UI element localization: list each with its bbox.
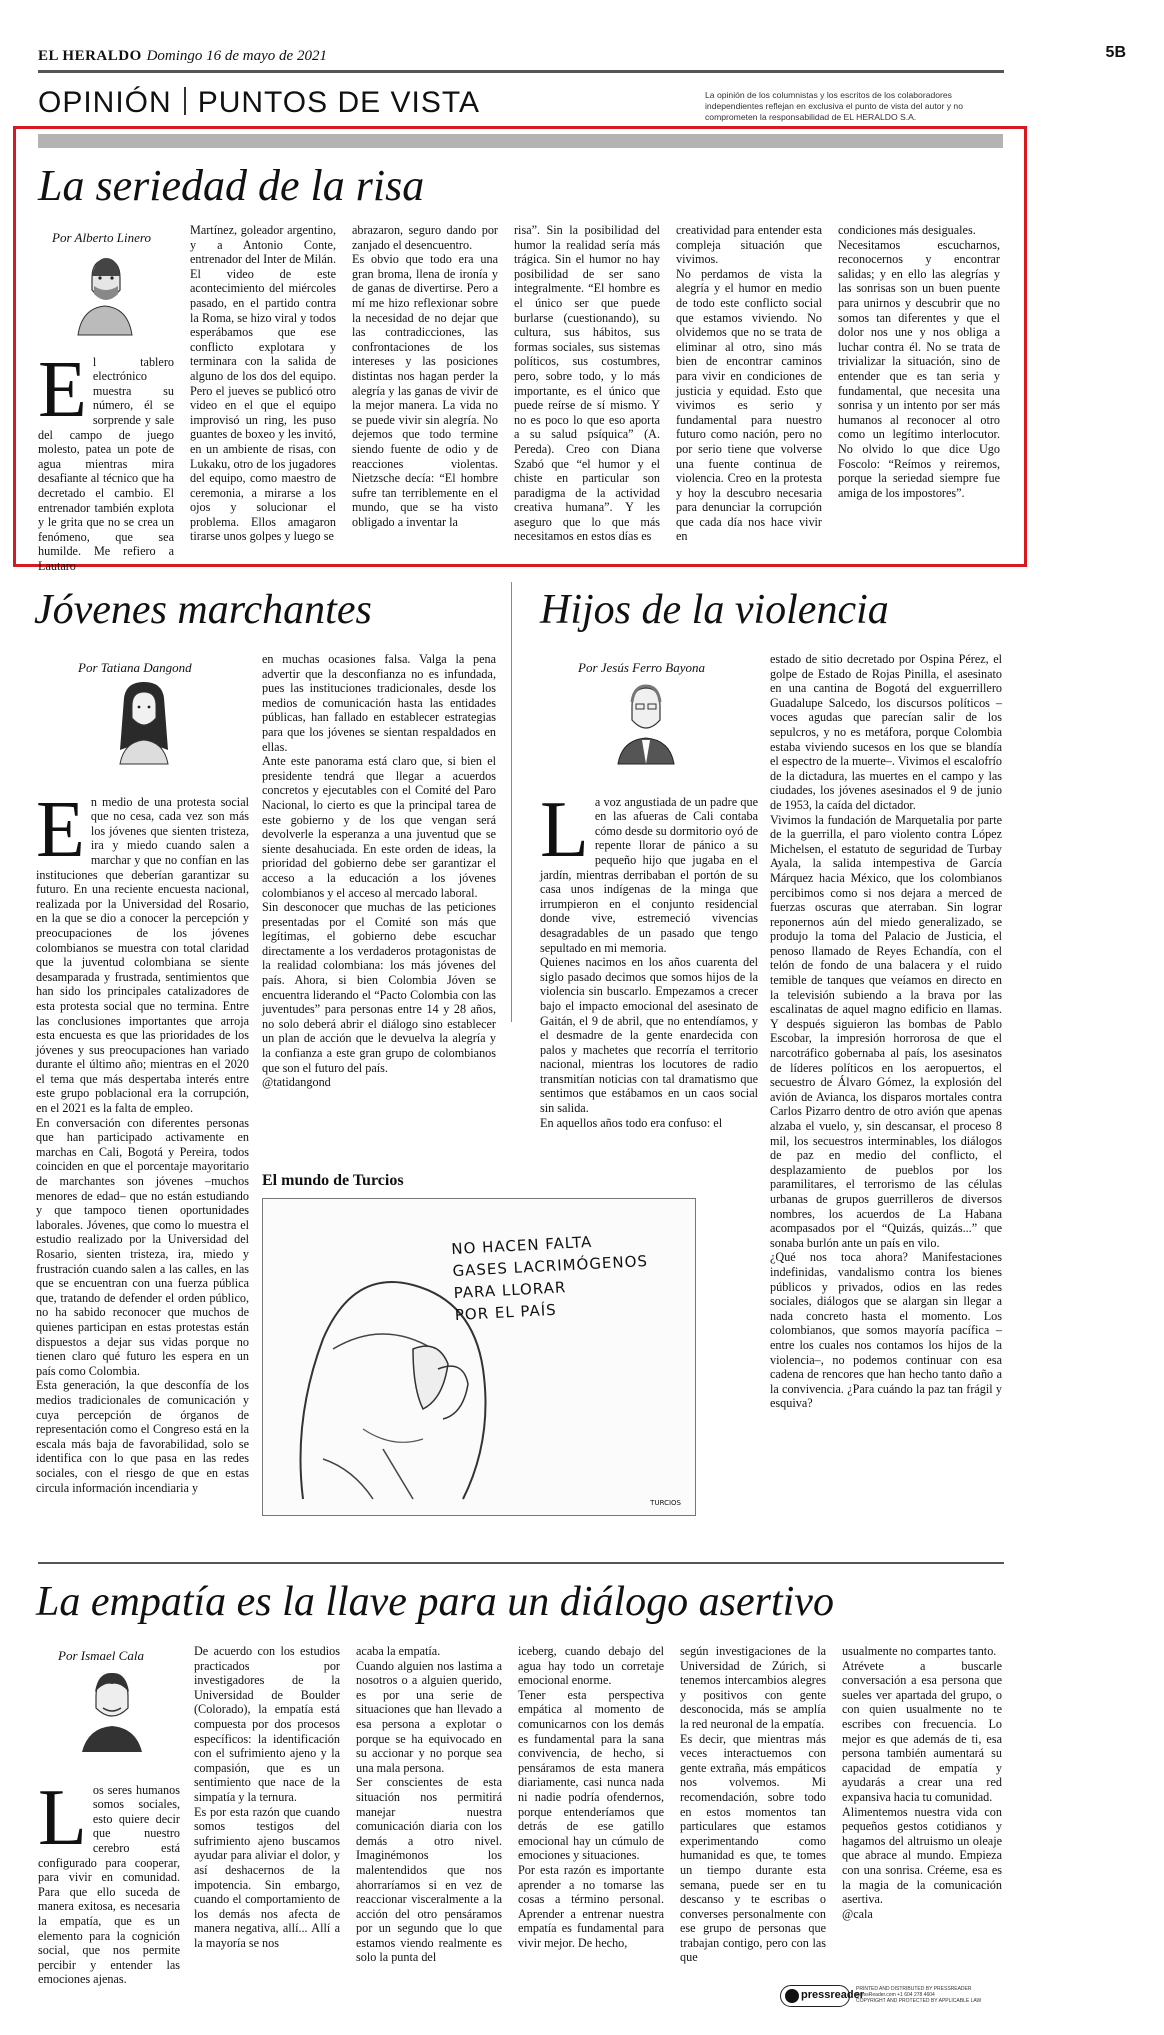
issue-date: Domingo 16 de mayo de 2021	[146, 48, 327, 64]
opinion-disclaimer: La opinión de los columnistas y los escritos de los colaboradores independientes reflejan en exclusiva el punto de vista del autor y no comprometen la responsabilidad de EL HERALDO S.A.	[705, 90, 963, 122]
article-column-4: risa”. Sin la posibilidad del humor la realidad sería más trágica. Sin el humor no hay posibilidad de ser sano integralmente. “El hombre es el único ser que puede burlarse (cuestionando), su cultura, sus hábitos, sus formas sociales, sus sistemas políticos, sus costumbres, pero, sobre todo, y lo más importante, es el único que puede reírse de sí mismo. Y no es poco lo que eso aporta a su salud psíquica” (A. Pereda). Creo con Diana Szabó que “el humor y el chiste en particular son paradigma de la actividad creativa humana”. Y les aseguro que lo que más necesitamos en estos días es	[514, 223, 660, 544]
article-column-2: De acuerdo con los estudios practicados por investigadores de la Universidad de Boulder (Colorado), la empatía está compuesta por dos procesos específicos: la identificación con el sufrimiento ajeno y la compasión, que es un sentimiento que nace de la simpatía y la ternura. Es por esta razón que cuando somos testigos del sufrimiento ajeno buscamos ayudar para aliviar el dolor, y así deshacernos de la impotencia. Sin embargo, cuando el comportamiento de los demás nos afecta de manera negativa, allí... Allí a la mayoría se nos	[194, 1644, 340, 1950]
article-title: La empatía es la llave para un diálogo asertivo	[36, 1579, 834, 1625]
drop-cap: L	[38, 1773, 87, 1862]
article-column-3: abrazaron, seguro dando por zanjado el desencuentro. Es obvio que todo era una gran broma, llena de ironía y de ganas de divertirse. Pero a mí me hizo reflexionar sobre la necesidad de no dejar que las contradicciones, las confrontaciones de los intereses y las posiciones distintas nos hagan perder la alegría y las ganas de vivir de la mejor manera. La vida no se puede vivir sin alegría. No dejemos que todo termine siendo fuente de odio y de reacciones violentas. Nietzsche decía: “El hombre sufre tan terriblemente en el mundo, que se ha visto obligado a inventar la	[352, 223, 498, 529]
article-title: Jóvenes marchantes	[34, 587, 372, 633]
masthead	[38, 46, 327, 65]
article-column-2: estado de sitio decretado por Ospina Pérez, el golpe de Estado de Rojas Pinilla, el asesinato en una cantina de Bogotá del exguerrillero Guadalupe Salcedo, los discursos políticos –voces agudas que parecían salir de los sepulcros, y no es metáfora, porque Colombia estaba viviendo sucesos en los que se blandía el espectro de la muerte–. Vivimos el escalofrío de la dictadura, las muertes en el campo y las ciudades, los jóvenes asesinados el 9 de junio de 1953, la caída del dictador. Vivimos la fundación de Marquetalia por parte de la guerrilla, el paro violento contra López Michelsen, el estatuto de seguridad de Turbay Ayala, la salida intempestiva de García Márquez hacia México, que los colombianos percibimos como si nos dejara a merced de fuerzas oscuras que aterraban. Sin lograr reponernos aún del miedo generalizado, se produjo la toma del Palacio de Justicia, el penoso llamado de Reyes Echandía, con el telón de fondo de una balacera y el ruido temible de tanques que veíamos en directo en la televisión subiendo a la brava por las escalinatas de aquel magno edificio en llamas. Y después siguieron las bombas de Pablo Escobar, la impresión horrorosa de que el narcotráfico gobernaba al país, los asesinatos de líderes políticos en los aeropuertos, el secuestro de Álvaro Gómez, la explosión del avión de Avianca, los disparos mortales contra Carlos Pizarro dentro de otro avión que apenas alzaba el vuelo, y, sin descansar, el proceso 8 mil, los secuestros interminables, los diálogos de paz en medio del conflicto, el desplazamiento de pueblos por los paramilitares, el terrorismo de las células urbanas de grupos guerrilleros de diversos nombres, los acuerdos de La Habana acompasados por el “Quizás, quizás...” que sonaba burlón ante un país en vilo. ¿Qué nos toca ahora? Manifestaciones indefinidas, vandalismo contra los bienes públicos y privados, odios en las redes sociales, diálogos que se alargan sin llegar a nada concreto hasta el momento. Los colombianos, que somos mayoría pacífica –entre los cuales nos contamos los hijos de la violencia–, no podemos continuar con esa cadena de rencores que han hecho tanto daño a la convivencia. ¿Para cuándo la paz tan frágil y esquiva?	[770, 652, 1002, 1411]
article-column-1	[36, 780, 249, 1535]
paper-name: EL HERALDO	[38, 48, 142, 64]
article-column-5: creatividad para entender esta compleja situación que vivimos. No perdamos de vista la alegría y el humor en medio de todo este conflicto social que estamos viviendo. No olvidemos que no se trata de eliminar al otro, sino más bien de encontrar caminos para vivir en condiciones de justicia y equidad. Esto que vivimos es serio y fundamental para nuestro futuro como nación, pero no por serio tiene que volverse una fuente continua de violencia. Creo en la protesta y hoy la descubro necesaria para denunciar la corrupción que cada día nos hace vivir en	[676, 223, 822, 544]
page-number: 5B	[1105, 44, 1126, 61]
article-column-2: Martínez, goleador argentino, y a Antonio Conte, entrenador del Inter de Milán. El video de este acontecimiento del miércoles pasado, en el partido contra la Roma, se hizo viral y todos esperábamos que ese conflicto explotara y terminara con la salida de alguno de los dos del equipo. Pero el jueves se publicó otro video en el que el equipo improvisó un ring, les puso guantes de boxeo y les invitó, en un ambiente de risas, con Lukaku, otro de los jugadores del equipo, como maestro de ceremonia, a mirarse a los ojos y solucionar el problema. Ellos amagaron tirarse unos golpes y luego se	[190, 223, 336, 544]
drop-cap: E	[38, 345, 87, 434]
author-portrait	[76, 1668, 148, 1752]
distribution-notice: PRINTED AND DISTRIBUTED BY PRESSREADER PressReader.com +1 604 278 4604 COPYRIGHT AND PROTECTED BY APPLICABLE LAW	[856, 1986, 982, 2004]
section-rule	[38, 1562, 1004, 1564]
column-text: a voz angustiada de un padre que en las afueras de Cali contaba cómo desde su dormitorio oyó de repente llorar de pánico a su pequeño hijo que jugaba en el jardín, mientras derribaban el portón de su casa unos indígenas de la minga que irrumpieron en el conjunto residencial donde vive, estremeció vivencias desagradables de un pasado que tengo sepultado en mi memoria. Quienes nacimos en los años cuarenta del siglo pasado decimos que somos hijos de la violencia sin buscarlo. Empezamos a crecer bajo el impacto emocional del asesinato de Gaitán, el 9 de abril, que no entendíamos, y el desmadre de la gente enardecida con palos y machetes que recorría el territorio nacional, mientras los locutores de radio transmitían noticias con tal dramatismo que sentimos que estábamos en un caos social sin salida. En aquellos años todo era confuso: el	[540, 794, 758, 1130]
byline: Por Ismael Cala	[58, 1648, 144, 1663]
drop-cap: E	[36, 785, 85, 874]
section-divider	[184, 87, 186, 115]
article-column-3: acaba la empatía. Cuando alguien nos lastima a nosotros o a alguien querido, es por una serie de situaciones que han llevado a esa persona a explotar o porque se ha equivocado en su accionar y no porque sea una mala persona. Ser conscientes de esta situación nos permitirá manejar nuestra comunicación diaria con los demás a otro nivel. Imaginémonos los malentendidos que nos ahorraríamos si en vez de reaccionar visceralmente a la acción del otro pensáramos por un segundo que lo que estamos viendo realmente es solo la punta del	[356, 1644, 502, 1965]
article-column-6: usualmente no compartes tanto. Atrévete a buscarle conversación a esa persona que sueles ver apartada del grupo, o con quien usualmente no te escribes con frecuencia. Lo mejor es que además de ti, esa persona también aumentará su capacidad de empatía y ayudarás a crear una red expansiva hacia tu comunidad. Alimentemos nuestra vida con pequeños gestos cotidianos y hagamos del altruismo un oleaje que abrace al mundo. Empieza con una sonrisa. Créeme, esa es la magia de la comunicación asertiva. @cala	[842, 1644, 1002, 1921]
pressreader-wordmark: pressreader	[801, 1989, 864, 2001]
article-title: La seriedad de la risa	[38, 161, 425, 210]
section-label: OPINIÓN	[38, 86, 172, 119]
cartoon-title: El mundo de Turcios	[262, 1172, 404, 1189]
article-column-1	[38, 340, 174, 573]
author-portrait	[612, 680, 680, 764]
byline: Por Jesús Ferro Bayona	[578, 660, 705, 675]
column-divider	[511, 582, 512, 1022]
column-text: os seres humanos somos sociales, esto quiere decir que nuestro cerebro está configurado para cooperar, para vivir en comunidad. Para que ello suceda de manera exitosa, es necesaria la empatía, que es un elemento para la cognición social, que nos permite percibir y entender las emociones ajenas.	[38, 1782, 180, 1987]
article-column-5: según investigaciones de la Universidad de Zúrich, si tenemos intercambios alegres y positivos con gente desconocida, más se amplía la red neuronal de la empatía. Es decir, que mientras más veces interactuemos con gente extraña, más empáticos nos volvemos. Mi recomendación, sobre todo en estos momentos tan particulares que estamos experimentando como humanidad es que, te tomes un tiempo durante esta semana, puede ser en tu descanso y te escribas o converses personalmente con ese grupo de personas que trabajan contigo, pero con las que	[680, 1644, 826, 1965]
pressreader-logo	[780, 1985, 864, 2007]
article-column-1	[38, 1768, 180, 1987]
article-column-2: en muchas ocasiones falsa. Valga la pena advertir que la desconfianza no es infundada, pues las instituciones tradicionales, desde los medios de comunicación hasta las entidades públicas, han fallado en establecer estrategias para que los jóvenes se sientan respaldados en ellas. Ante este panorama está claro que, si bien el presidente tendrá que llegar a acuerdos concretos y ejecutables con el Comité del Paro Nacional, lo cierto es que la principal tarea de este gobierno y de los que vengan será devolverle la esperanza a una juventud que se siente desahuciada. En este orden de ideas, la prioridad del gobierno debe ser garantizar el acceso a la educación a los jóvenes colombianos y el acceso al mercado laboral. Sin desconocer que muchas de las peticiones presentadas por el Comité son más que legítimas, el gobierno debe escuchar directamente a los verdaderos protagonistas de la realidad colombiana: los más jóvenes del país. Ahora, si bien Colombia Jóven se encuentra liderando el “Pacto Colombia con las juventudes” para personas entre 14 y 28 años, no solo deberá abrir el diálogo sino establecer un plan de acción que le devuelva la alegría y la confianza a este gran grupo de colombianos que son el futuro del país. @tatidangond	[262, 652, 496, 1090]
editorial-cartoon	[262, 1198, 696, 1516]
article-title: Hijos de la violencia	[540, 587, 889, 633]
byline: Por Tatiana Dangond	[78, 660, 192, 675]
subsection-label: PUNTOS DE VISTA	[197, 86, 480, 119]
title-bar	[38, 134, 1003, 148]
column-text: l tablero electrónico muestra su número, él se sorprende y sale del campo de juego molesto, patea un pote de agua mientras mira desafiante al técnico que ha decretado el cambio. El entrenador también explota y le grita que no se crea un fenómeno, que sea humilde. Me refiero a Lautaro	[38, 354, 174, 573]
cartoon-signature: TURCIOS	[650, 1499, 681, 1507]
byline: Por Alberto Linero	[52, 230, 151, 245]
column-text: n medio de una protesta social que no cesa, cada vez son más los jóvenes que sienten tristeza, ira y miedo cuando salen a marchar y que no confían en las instituciones que deberían garantizar su futuro. En una reciente encuesta nacional, realizada por la Universidad del Rosario, en la que se dio a conocer la percepción y preocupaciones de los jóvenes colombianos se muestra con total claridad que la juventud colombiana se siente desamparada y frustrada, sentimientos que han sido los principales catalizadores de esta protesta social que no termina. Entre las conclusiones importantes que arroja esta encuesta es que las prioridades de los jóvenes y sus preocupaciones han variado durante el último año; mientras en el 2020 el tema que más despertaba interés entre este grupo poblacional era la corrupción, en el 2021 es la falta de empleo. En conversación con diferentes personas que han participado activamente en marchas en Cali, Bogotá y Pereira, todos coinciden en que el porcentaje mayoritario de marchantes son jóvenes –muchos menores de edad– que no están estudiando y que tampoco tienen oportunidades laborales. Jóvenes, que como lo muestra el estudio realizado por la Universidad del Rosario, sienten tristeza, ira, miedo y frustración cuando salen a las calles, en las que se encuentran con una fuerza pública que, tratando de defender el orden público, no ha sabido reconocer que muchos de quienes participan en estas protestas están dispuestos a dejar sus vidas porque no tienen claro qué futuro les espera en un país como Colombia. Esta generación, la que desconfía de los medios tradicionales de comunicación y cuya percepción de órganos de representación como el Congreso está en la escala más baja de favorabilidad, solo se identifica con lo que pasa en las redes sociales, con el riesgo de que en estas circula información incendiaria y	[36, 794, 249, 1495]
author-portrait	[70, 250, 140, 335]
cartoon-caption: NO HACEN FALTA GASES LACRIMÓGENOS PARA LLORAR POR EL PAÍS	[450, 1232, 649, 1325]
article-column-6: condiciones más desiguales. Necesitamos escucharnos, reconocernos y encontrar salidas; y en ello las alegrías y las sonrisas son un buen puente para unirnos y descubrir que no somos tan diferentes y que el dolor nos une y nos obliga a luchar contra él. No se trata de trivializar la situación, sino de entender que es tan seria y fundamental, que necesita una sonrisa y un intento por ser más humanos al reconocer al otro como un legítimo interlocutor. No olvido lo que dice Ugo Foscolo: “Reímos y reiremos, porque la seriedad siempre fue amiga de los impostores”.	[838, 223, 1000, 500]
section-title	[38, 86, 480, 120]
masthead-rule	[38, 70, 1004, 73]
drop-cap: L	[540, 785, 589, 874]
author-portrait	[110, 680, 178, 764]
article-column-1	[540, 780, 758, 1135]
pressreader-icon	[785, 1989, 799, 2003]
article-column-4: iceberg, cuando debajo del agua hay todo un corretaje emocional enorme. Tener esta perspectiva empática al momento de comunicarnos con los demás es fundamental para la sana convivencia, de hecho, si pensáramos de esta manera diariamente, casi nunca nada ni nadie podría ofendernos, porque entenderíamos que detrás de ese gatillo emocional hay un cúmulo de emociones y situaciones. Por esta razón es importante aprender a no tomarse las cosas a término personal. Aprender a entrenar nuestra empatía es fundamental para vivir mejor. De hecho,	[518, 1644, 664, 1950]
